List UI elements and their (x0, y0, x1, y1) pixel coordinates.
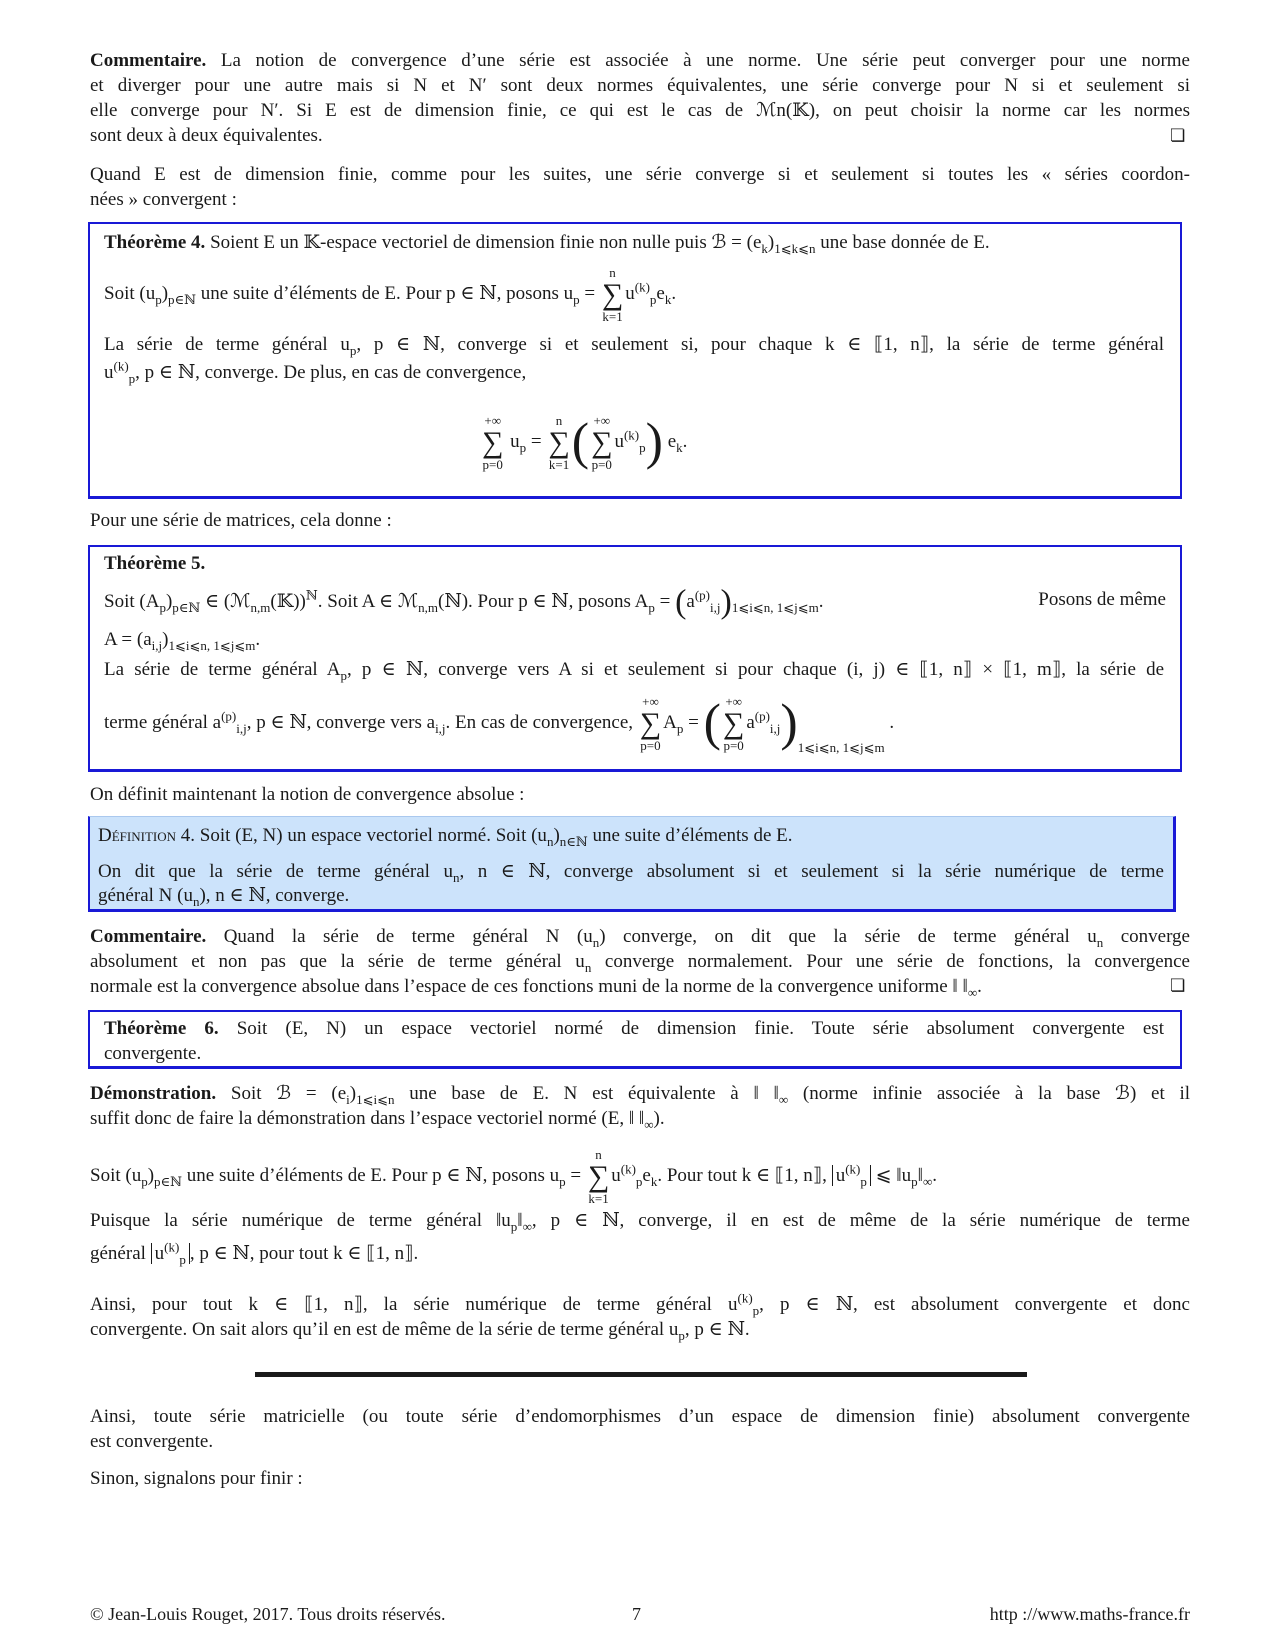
superscript: (k) (634, 279, 650, 295)
sum-lower: p=0 (591, 456, 612, 472)
text: A = (a (104, 629, 152, 650)
text: = (579, 283, 600, 304)
text: ) converge, on dit que la série de terme général u (599, 926, 1097, 947)
comment-paragraph-2: Commentaire. Quand la série de terme général N $(u_n)$ converge, on dit que la série de terme général $u_n$ converge absolument et non pas que la série de terme général $u_n$ converge normalement. Pour une série de fonctions, la convergence normale est la convergence absolue dans l’espace de ces fonctions muni de la norme de la convergence uniforme ‖ $‖_\infty$. (90, 926, 1190, 1000)
text: Ainsi, pour tout k ∈ ⟦1, n⟧, la série numérique de terme général u (90, 1294, 738, 1315)
proof-lead: Démonstration. (90, 1083, 217, 1104)
subscript: p∈ℕ (172, 599, 201, 615)
theorem-6-title: Théorème 6. (104, 1018, 219, 1039)
proof-paragraph-2: Soit $(u_p)_{p\in ℕ}$ une suite d’éléments de E. Pour p ∈ ℕ, posons $u_p$ = n ∑ k=1 $u^{(k)}_pe_k$. Pour tout k ∈ ⟦1, n⟧, $u^{(k)}_p$ ⩽ $‖u_p‖_\infty$. (90, 1146, 937, 1206)
intro-paragraph-2 (90, 508, 1190, 533)
text: convergente. On sait alors qu’il en est de même de la série de terme général u (90, 1319, 679, 1340)
text: ). (653, 1108, 665, 1129)
sum-symbol: +∞ ∑ p=0 (482, 412, 504, 472)
sum-lower: k=1 (548, 456, 570, 472)
comment-text: sont deux à deux équivalentes. (90, 125, 323, 146)
text: , p ∈ ℕ. (684, 1319, 750, 1340)
text: convergente. (104, 1043, 202, 1064)
intro-text: Pour une série de matrices, cela donne : (90, 510, 392, 531)
sum-upper: +∞ (593, 412, 611, 428)
sum-symbol: n ∑ k=1 (601, 264, 624, 324)
subscript: n∈ℕ (559, 833, 588, 849)
text: u (625, 283, 635, 304)
sum-symbol: +∞ ∑ p=0 (722, 693, 745, 753)
subscript: k (761, 240, 768, 256)
definition-4-box (88, 816, 1176, 912)
text: ∈ (ℳ (205, 591, 251, 612)
subscript: p∈ℕ (168, 291, 197, 307)
intro-text: On définit maintenant la notion de convergence absolue : (90, 784, 525, 805)
text: ‖ (917, 1165, 923, 1186)
text: Quand la série de terme général N (u (206, 926, 593, 947)
sum-lower: p=0 (482, 456, 503, 472)
sum-lower: p=0 (640, 737, 661, 753)
subscript: n,m (418, 599, 439, 615)
intro-text: nées » convergent : (90, 189, 237, 210)
theorem-5-line-2: $A = (a_{i,j})_{1⩽i⩽n, 1⩽j⩽m}$. (104, 629, 261, 653)
definition-4-title: Définition 4. (98, 825, 195, 846)
text: absolument et non pas que la série de terme général u (90, 951, 585, 972)
proof-paragraph-3: Puisque la série numérique de terme général $‖u_p‖_\infty$, p ∈ ℕ, converge, il en est de même de la série numérique de terme général $u^{(k)}_p$ , p ∈ ℕ, pour tout k ∈ ⟦1, n⟧. (90, 1210, 1190, 1267)
text: , p ∈ ℕ, pour tout k ∈ ⟦1, n⟧. (189, 1243, 419, 1264)
intro-paragraph-3 (90, 782, 1190, 807)
text: (norme infinie associée à la base ℬ) et il (788, 1083, 1191, 1104)
subscript: i,j (236, 720, 247, 736)
subscript: p (649, 291, 657, 307)
sum-symbol: +∞ ∑ p=0 (591, 412, 613, 472)
text: , n ∈ ℕ, converge absolument si et seulement si la série numérique de terme (459, 861, 1164, 882)
sum-lower: p=0 (723, 737, 744, 753)
subscript: i,j (151, 637, 163, 653)
subscript: i,j (769, 720, 781, 736)
text: converge normalement. Pour une série de fonctions, la convergence (591, 951, 1190, 972)
text: une suite d’éléments de E. (587, 825, 793, 846)
intro-text: Quand E est de dimension finie, comme pour les suites, une série converge si et seulement si toutes les « séries coordon- (90, 164, 1190, 185)
text: Soit (E, N) un espace vectoriel normé. Soit (u (195, 825, 547, 846)
sum-upper: n (555, 412, 563, 428)
qed-square-icon: ❏ (1170, 976, 1186, 996)
theorem-5-line-4: terme général $a^{(p)}_{i,j}$, p ∈ ℕ, converge vers $a_{i,j}$. En cas de convergence, +∞ ∑ p=0 $A_p$ = ( +∞ ∑ p=0 $a^{(p)}_{i,j})_{1⩽i⩽n, 1⩽j⩽m}$ . (104, 693, 895, 755)
subscript: 1⩽i⩽n, 1⩽j⩽m (797, 740, 885, 755)
comment-lead: Commentaire. (90, 50, 207, 71)
text: Posons de même (1038, 589, 1166, 610)
superscript: (k) (623, 427, 640, 443)
text: Sinon, signalons pour finir : (90, 1468, 303, 1489)
subscript: p (573, 291, 580, 307)
text: Soit (u (104, 283, 156, 304)
closing-paragraph (90, 1466, 1190, 1491)
equals-sign: = (530, 431, 542, 452)
text: . En cas de convergence, (445, 712, 633, 733)
sum-lower: k=1 (602, 308, 623, 324)
text: ), n ∈ ℕ, converge. (199, 885, 350, 906)
subscript: p (639, 439, 646, 455)
superscript: (p) (694, 587, 710, 603)
superscript: (p) (754, 708, 770, 724)
sum-symbol: n ∑ k=1 (587, 1146, 610, 1206)
text: . Soit A ∈ ℳ (317, 591, 419, 612)
end-of-proof-rule (255, 1372, 1027, 1377)
subscript: k (664, 291, 672, 307)
theorem-6-text (104, 1016, 1164, 1066)
subscript: ∞ (967, 984, 978, 1000)
text: . Pour tout k ∈ ⟦1, n⟧, (657, 1165, 832, 1186)
subscript: p (519, 439, 527, 455)
comment-paragraph-1 (90, 48, 1190, 148)
footer-url-link[interactable]: http ://www.maths-france.fr (989, 1604, 1190, 1624)
comment-text: et diverger pour une autre mais si N et N′ sont deux normes équivalentes, une série converge pour N si et seulement si (90, 75, 1190, 96)
qed-square-icon: ❏ (1170, 126, 1186, 146)
sum-symbol: n ∑ k=1 (548, 412, 570, 472)
subscript: n,m (250, 599, 271, 615)
sum-upper: +∞ (725, 693, 742, 709)
subscript: 1⩽i⩽n, 1⩽j⩽m (731, 599, 819, 615)
text: Soient E un 𝕂-espace vectoriel de dimension finie non nulle puis ℬ = (e (205, 232, 762, 253)
text: u (510, 431, 520, 452)
text: Soit (u (90, 1165, 142, 1186)
comment-text: elle converge pour N′. Si E est de dimension finie, ce qui est le cas de ℳn(𝕂), on peut choisir la norme car les normes (90, 100, 1190, 121)
text: général (90, 1243, 151, 1264)
text: . (682, 431, 688, 452)
proof-paragraph-4: Ainsi, pour tout k ∈ ⟦1, n⟧, la série numérique de terme général $u^{(k)}_p$, p ∈ ℕ, est absolument convergente et donc convergente. On sait alors qu’il en est de même de la série de terme général $u_p$, p ∈ ℕ. (90, 1290, 1190, 1343)
text: ‖ (517, 1210, 523, 1231)
theorem-4-line-1: Théorème 4. Soient E un 𝕂-espace vectoriel de dimension finie non nulle puis ℬ = $(e_k)_{1⩽k⩽n}$ une base donnée de E. (104, 232, 990, 256)
subscript: i,j (435, 720, 446, 736)
theorem-4-line-4: $u^{(k)}_p$, p ∈ ℕ, converge. De plus, en cas de convergence, (104, 358, 527, 386)
definition-4-line-3: général N $(u_n)$, n ∈ ℕ, converge. (98, 885, 350, 909)
text: converge (1103, 926, 1190, 947)
text: La série de terme général A (104, 659, 341, 680)
theorem-4-title: Théorème 4. (104, 232, 206, 253)
sum-symbol: +∞ ∑ p=0 (639, 693, 662, 753)
subscript: k (676, 439, 683, 455)
text: une suite d’éléments de E. Pour p ∈ ℕ, posons u (182, 1165, 560, 1186)
superscript: (p) (221, 708, 237, 724)
theorem-5-line-3: La série de terme général $A_p$, p ∈ ℕ, converge vers A si et seulement si pour chaque (i, j) ∈ ⟦1, n⟧ × ⟦1, m⟧, la série de (104, 659, 1164, 683)
text: Soit ℬ = (e (216, 1083, 347, 1104)
text: , p ∈ ℕ, converge, il en est de même de la série numérique de terme (531, 1210, 1190, 1231)
text: une suite d’éléments de E. Pour p ∈ ℕ, posons u (196, 283, 574, 304)
text: Soit (A (104, 591, 160, 612)
text: Soit (E, N) un espace vectoriel normé de dimension finie. Toute série absolument convergente est (218, 1018, 1164, 1039)
text: général N (u (98, 885, 193, 906)
theorem-5-line-1: Soit $(A_p)_{p\in ℕ}$ ∈ (ℳ$_{n,m}$(𝕂))$^ℕ$. Soit A ∈ ℳ$_{n,m}$(ℕ). Pour p ∈ ℕ, posons $A_p = (a^{(p)}_{i,j})_{1⩽i⩽n, 1⩽j⩽m}$. (104, 583, 824, 621)
proof-paragraph-1: Démonstration. Soit ℬ = $(e_i)_{1⩽i⩽n}$ une base de E. N est équivalente à ‖ $‖_\infty$ (norme infinie associée à la base ℬ) et il suffit donc de faire la démonstration dans l’espace vectoriel normé (E, ‖ $‖_\infty$). (90, 1083, 1191, 1132)
footer-page-number: 7 (632, 1604, 641, 1624)
theorem-6-box (88, 1010, 1182, 1069)
sum-upper: +∞ (642, 693, 659, 709)
conclusion-paragraph (90, 1404, 1190, 1454)
theorem-4-formula: +∞ ∑ p=0 $u_p$ = n ∑ k=1 ( +∞ ∑ p=0 $u^{(k)}_p$) $e_k$. (482, 412, 688, 472)
theorem-4-box (88, 222, 1182, 499)
subscript: 1⩽i⩽n, 1⩽j⩽m (168, 637, 256, 653)
text: est convergente. (90, 1431, 214, 1452)
text: , p ∈ ℕ, converge vers A si et seulement si pour chaque (i, j) ∈ ⟦1, n⟧ × ⟦1, m⟧, la série de (347, 659, 1164, 680)
definition-4-line-2: On dit que la série de terme général $u_n$, n ∈ ℕ, converge absolument si et seulement si la série numérique de terme (98, 861, 1164, 885)
text: u (614, 431, 624, 452)
text: (𝕂)) (270, 591, 306, 612)
text: suffit donc de faire la démonstration dans l’espace vectoriel normé (E, ‖ ‖ (90, 1108, 645, 1129)
comment-text: La notion de convergence d’une série est associée à une norme. Une série peut converger pour une norme (206, 50, 1190, 71)
theorem-5-title: Théorème 5. (104, 553, 206, 574)
theorem-5-title-line (104, 551, 1164, 576)
text: = (565, 1165, 586, 1186)
text: terme général a (104, 712, 222, 733)
footer-copyright: © Jean-Louis Rouget, 2017. Tous droits réservés. (90, 1604, 446, 1624)
text: une base donnée de E. (815, 232, 990, 253)
text: normale est la convergence absolue dans l’espace de ces fonctions muni de la norme de la convergence uniforme ‖ ‖ (90, 976, 968, 997)
text: (ℕ). Pour p ∈ ℕ, posons A (438, 591, 649, 612)
text: , p ∈ ℕ, converge. De plus, en cas de convergence, (135, 362, 527, 383)
definition-4-line-1: Définition 4. Soit (E, N) un espace vectoriel normé. Soit $(u_n)_{n\in ℕ}$ une suite d’éléments de E. (98, 825, 793, 849)
superscript: ℕ (305, 587, 318, 603)
sum-upper: n (609, 264, 616, 280)
text: , p ∈ ℕ, converge vers a (246, 712, 436, 733)
text: Ainsi, toute série matricielle (ou toute série d’endomorphismes d’un espace de dimension finie) absolument convergente (90, 1406, 1190, 1427)
subscript: i,j (710, 599, 721, 615)
text: , p ∈ ℕ, converge si et seulement si, pour chaque k ∈ ⟦1, n⟧, la série de terme général (356, 334, 1164, 355)
theorem-4-line-2: Soit $(u_p)_{p\in ℕ}$ une suite d’éléments de E. Pour p ∈ ℕ, posons $u_p$ = n ∑ k=1 $u^{(k)}_pe_k$. (104, 264, 677, 324)
text: e (656, 283, 665, 304)
text: une base de E. N est équivalente à ‖ ‖ (409, 1083, 779, 1104)
comment-lead: Commentaire. (90, 926, 207, 947)
theorem-5-box (88, 545, 1182, 772)
sum-upper: +∞ (484, 412, 501, 428)
theorem-4-line-3: La série de terme général $u_p$, p ∈ ℕ, converge si et seulement si, pour chaque k ∈ ⟦1, n⟧, la série de terme général (104, 334, 1164, 358)
subscript: 1⩽k⩽n (774, 240, 816, 256)
intro-paragraph-1 (90, 162, 1190, 212)
text: La série de terme général u (104, 334, 350, 355)
text: , p ∈ ℕ, est absolument convergente et donc (759, 1294, 1190, 1315)
text: Puisque la série numérique de terme général ‖u (90, 1210, 511, 1231)
text: e (667, 431, 677, 452)
text: On dit que la série de terme général u (98, 861, 453, 882)
subscript: p (155, 291, 162, 307)
text: ⩽ ‖u (870, 1165, 912, 1186)
subscript: n (546, 833, 554, 849)
